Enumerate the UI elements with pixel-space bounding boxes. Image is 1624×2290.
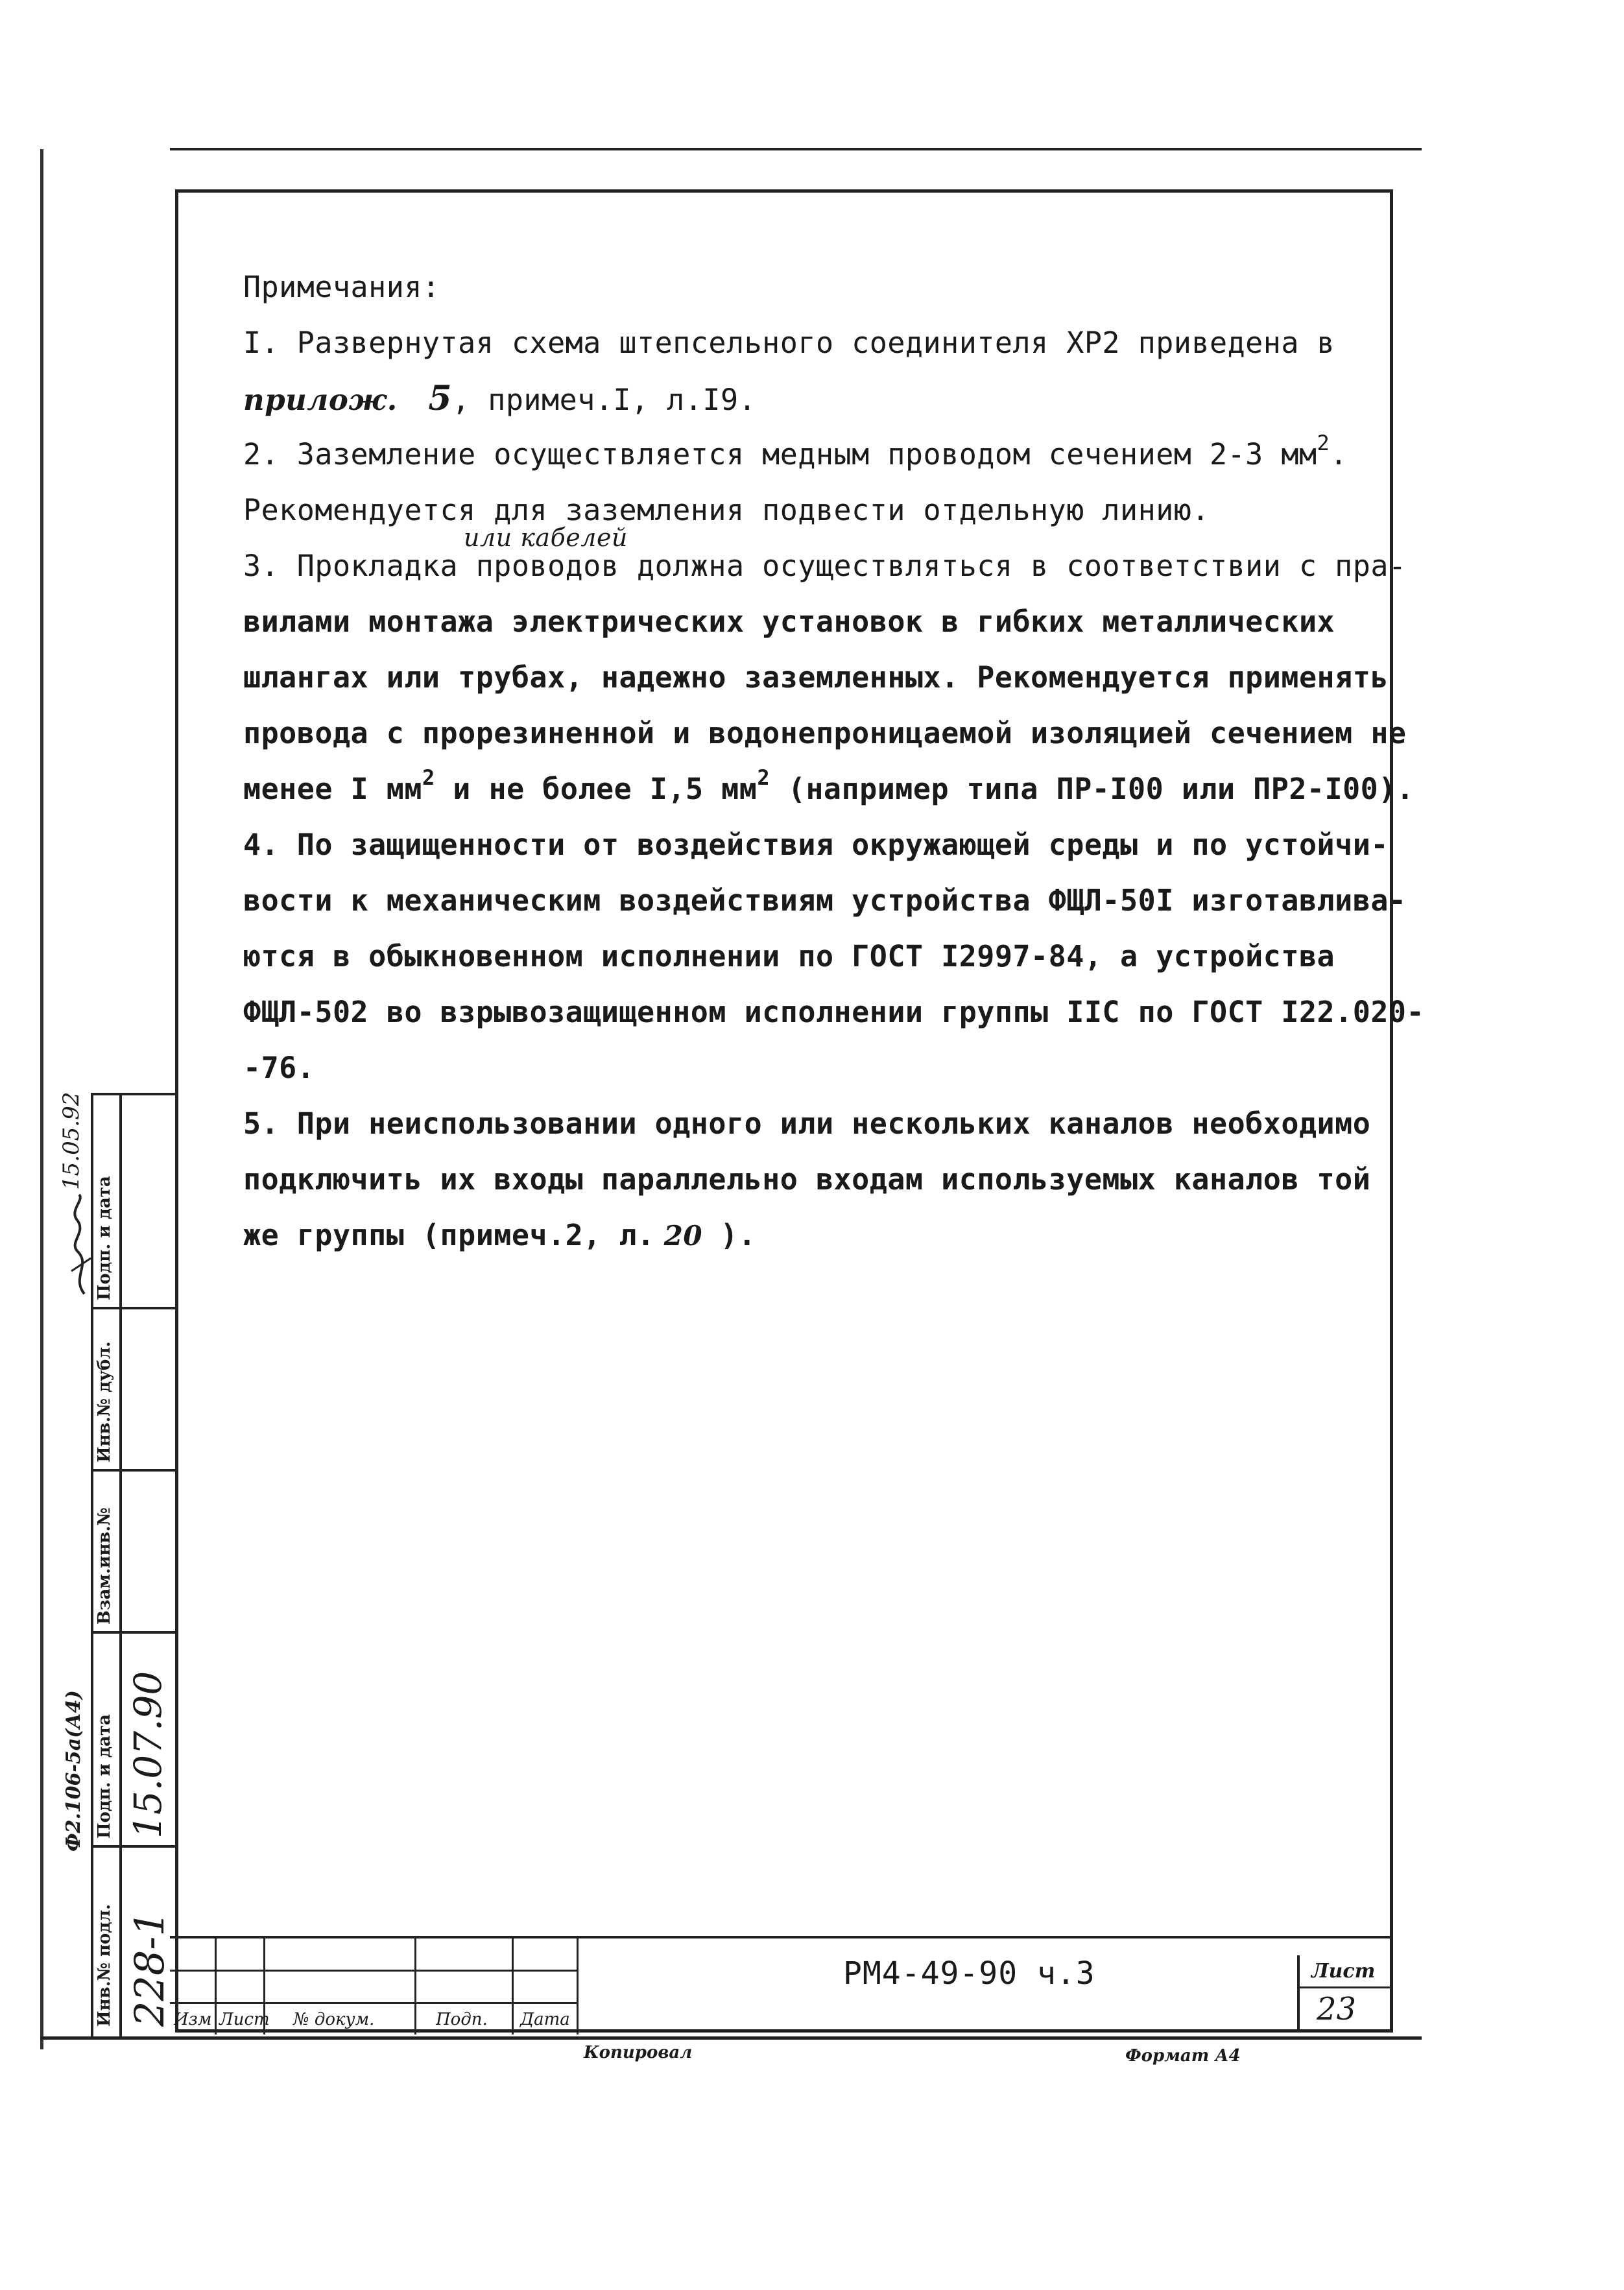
outer-left-border: [40, 149, 43, 2049]
stamp-divider: [91, 1469, 175, 1472]
superscript: 2: [757, 765, 770, 790]
stamp-border: [119, 1093, 122, 2036]
stamp-divider: [91, 1631, 175, 1634]
handwritten-signature: [65, 1193, 97, 1297]
note-3-e2: и не более I,5 мм: [435, 772, 758, 806]
tb-row-line: [170, 2002, 579, 2004]
outer-bottom-border: [40, 2036, 1422, 2040]
sheet-number: 23: [1317, 1991, 1357, 2027]
handwritten-sign-date: 15.05.92: [58, 1091, 84, 1190]
tb-label-dokum: № докум.: [293, 2010, 375, 2029]
note-1-line-2: [243, 371, 1359, 427]
handwritten-appendix-number: 5: [428, 379, 453, 418]
note-4-line-1: 4. По защищенности от воздействия окружающей среды и по устойчи-: [243, 828, 1389, 862]
notes-body: [243, 259, 1425, 1263]
note-4-line-4: ФЩЛ-502 во взрывозащищенном исполнении группы IIС по ГОСТ I22.020-: [243, 995, 1425, 1029]
superscript: 2: [1317, 431, 1330, 455]
note-4-line-2: вости к механическим воздействиям устройства ФЩЛ-50I изготавлива-: [243, 883, 1407, 918]
notes-heading: Примечания:: [243, 270, 440, 304]
stamp-podp-data-1: Подп. и дата: [95, 1714, 114, 1839]
note-4-line-3: ются в обыкновенном исполнении по ГОСТ I2997-84, а устройства: [243, 939, 1335, 973]
handwritten-appendix: прилож.: [243, 383, 398, 417]
stamp-divider: [91, 1307, 175, 1309]
note-5-c1: же группы (примеч.2, л.: [243, 1218, 655, 1252]
stamp-podp-data-2: Подп. и дата: [95, 1176, 114, 1300]
note-5-line-1: 5. При неиспользовании одного или нескольких каналов необходимо: [243, 1106, 1371, 1141]
tb-label-data: Дата: [520, 2010, 570, 2029]
note-1-ref: , примеч.I, л.I9.: [452, 383, 757, 417]
document-code: РМ4-49-90 ч.3: [843, 1955, 1095, 1992]
note-2-end: .: [1330, 437, 1348, 471]
tb-label-izm: Изм: [174, 2010, 212, 2029]
note-3-text: 3. Прокладка проводов должна осуществляться в соответствии с пра-: [243, 549, 1407, 583]
stamp-inv-dubl: Инв.№ дубл.: [95, 1341, 114, 1462]
note-3-e1: менее I мм: [243, 772, 422, 806]
stamp-divider: [91, 1093, 175, 1095]
note-3-line-1: [243, 523, 1407, 594]
note-3-line-3: шлангах или трубах, надежно заземленных. Рекомендуется применять: [243, 660, 1389, 695]
note-3-e3: (например типа ПР-I00 или ПР2-I00).: [770, 772, 1415, 806]
note-5-line-3: [243, 1208, 1359, 1263]
stamp-inv-podl: Инв.№ подл.: [95, 1903, 114, 2027]
superscript: 2: [422, 765, 435, 790]
note-2-line-2: Рекомендуется для заземления подвести отдельную линию.: [243, 493, 1210, 527]
title-block: [170, 1936, 1393, 2032]
note-2-text: 2. Заземление осуществляется медным проводом сечением 2-3 мм: [243, 437, 1317, 471]
note-3-line-4: провода с прорезиненной и водонепроницаемой изоляцией сечением не: [243, 716, 1407, 750]
sheet-box-divider: [1300, 1986, 1393, 1988]
handwritten-inv-number: 228-1: [126, 1911, 173, 2027]
tb-label-list: Лист: [219, 2010, 270, 2029]
sheet-label: Лист: [1311, 1960, 1376, 1983]
stamp-vzam-inv: Взам.инв.№: [95, 1507, 114, 1625]
side-stamp: [58, 1080, 175, 2036]
top-border: [170, 148, 1422, 150]
stamp-form-code: Ф2.106-5а(А4): [62, 1690, 85, 1852]
tb-label-podp: Подп.: [436, 2010, 488, 2029]
note-3-line-2: вилами монтажа электрических установок в гибких металлических: [243, 604, 1335, 639]
note-3-line-5: [243, 761, 1415, 817]
footer-format: Формат А4: [1125, 2046, 1241, 2066]
handwritten-date: 15.07.90: [126, 1671, 170, 1839]
tb-row-line: [170, 1970, 579, 1972]
handwritten-sheet-ref: 20: [663, 1220, 703, 1252]
note-5-line-2: подключить их входы параллельно входам используемых каналов той: [243, 1162, 1371, 1197]
handwritten-insert: или кабелей: [464, 523, 628, 552]
note-2-line-1: [243, 427, 1359, 483]
note-4-line-5: -76.: [243, 1051, 315, 1085]
note-1-line-1: I. Развернутая схема штепсельного соединителя ХР2 приведена в: [243, 326, 1335, 360]
stamp-divider: [91, 1845, 175, 1848]
footer-copied: Копировал: [584, 2043, 693, 2062]
note-5-c2: ).: [702, 1218, 756, 1252]
